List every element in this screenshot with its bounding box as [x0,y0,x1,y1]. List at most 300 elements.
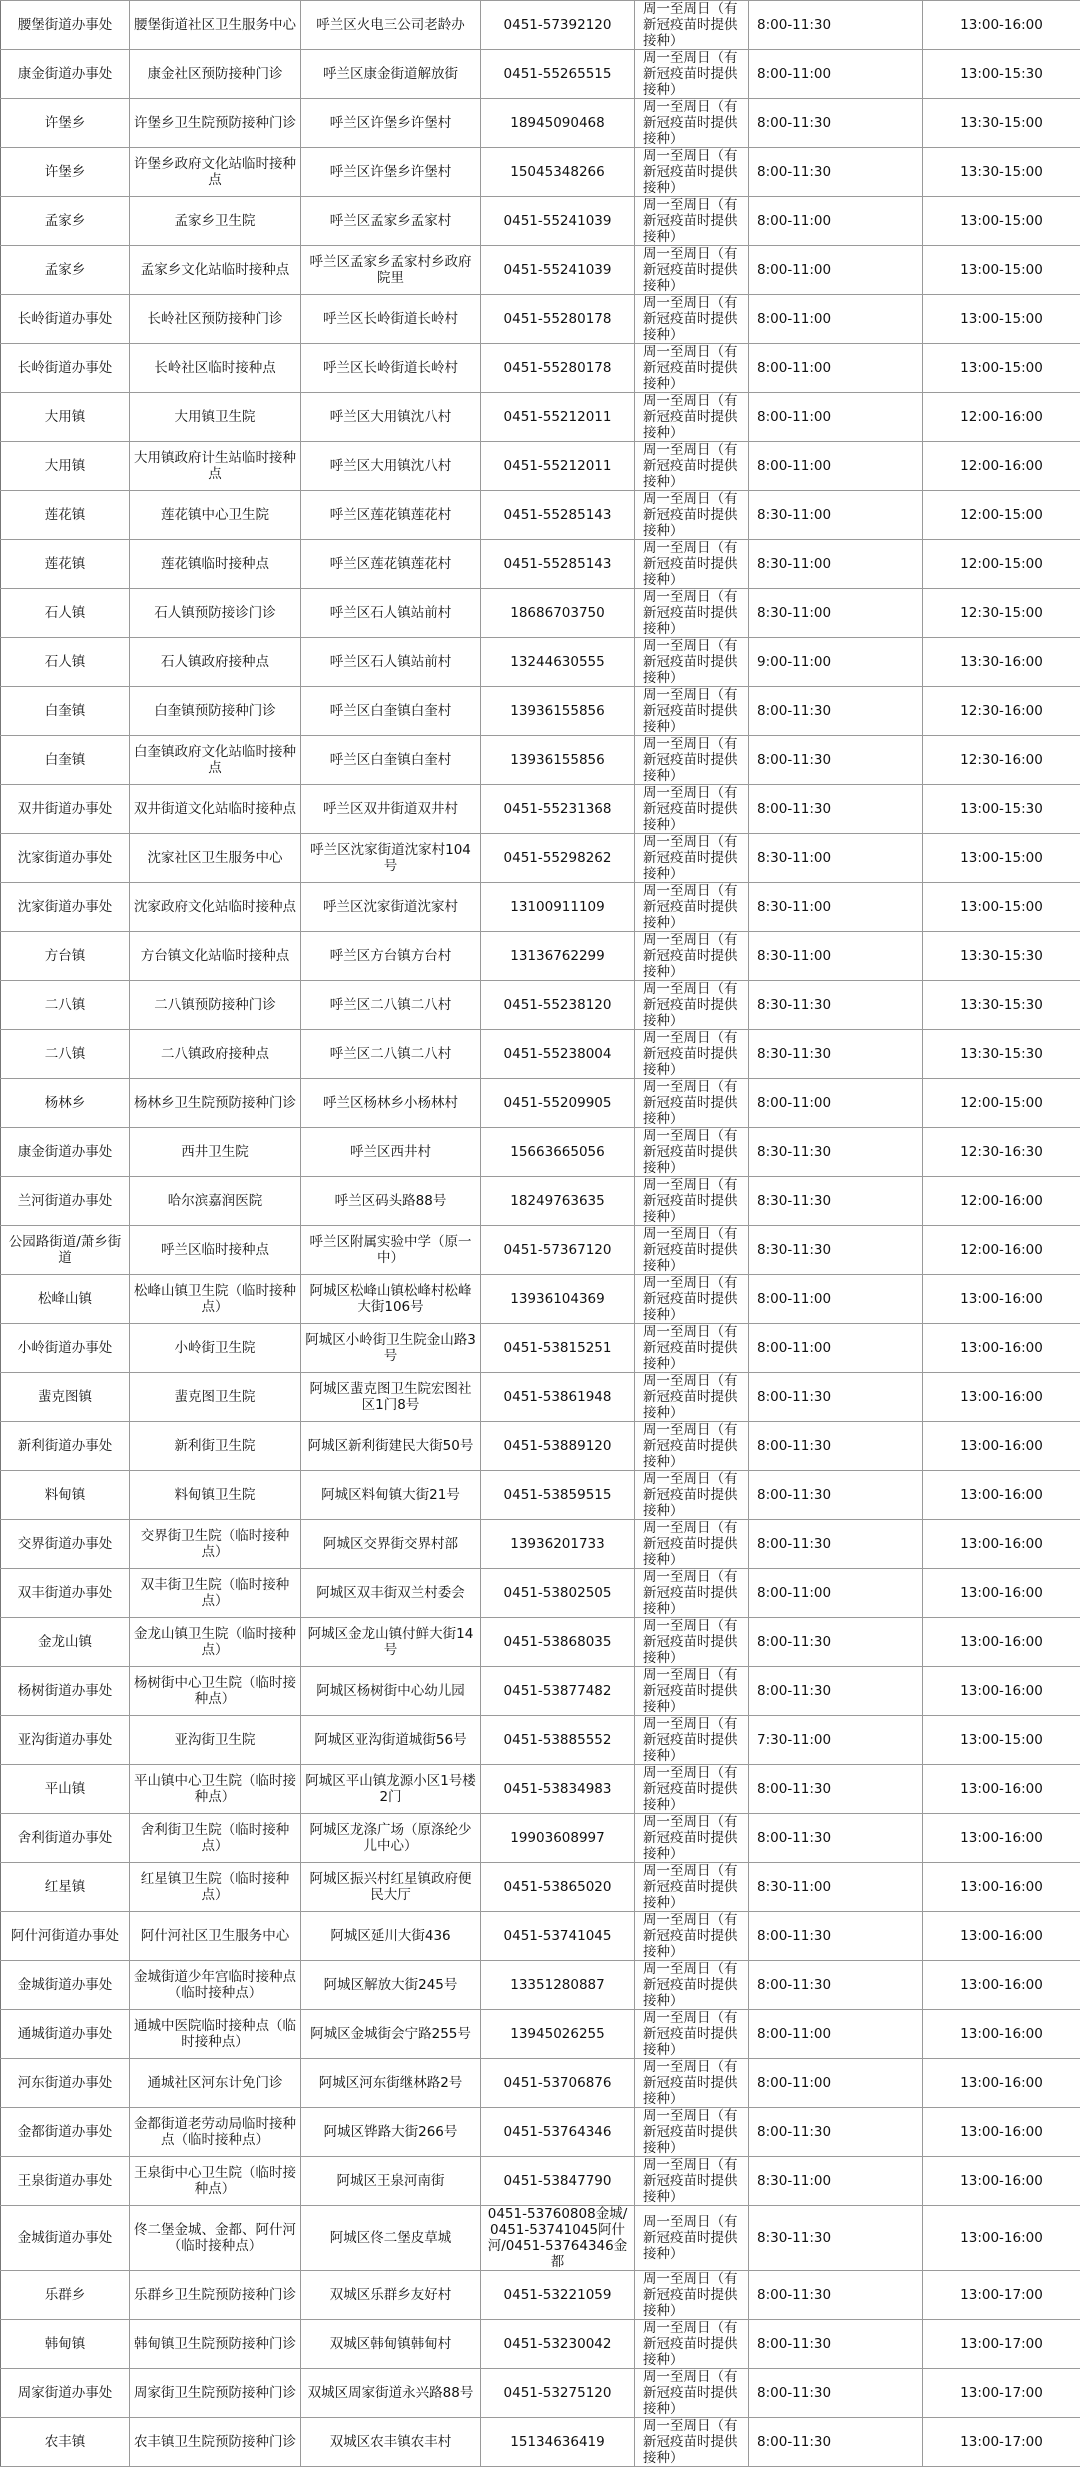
table-row [1,589,1080,638]
site-name-cell: 许堡乡卫生院预防接种门诊 [130,99,301,148]
table-row [1,1569,1080,1618]
district-cell: 许堡乡 [1,148,130,197]
district-cell: 石人镇 [1,589,130,638]
table-row [1,2108,1080,2157]
site-name-cell: 长岭社区预防接种门诊 [130,295,301,344]
service-days-cell: 周一至周日（有新冠疫苗时提供接种） [635,1226,749,1275]
district-cell: 白奎镇 [1,687,130,736]
morning-hours-cell: 8:00-11:30 [749,1520,923,1569]
site-name-cell: 金龙山镇卫生院（临时接种点） [130,1618,301,1667]
morning-hours-cell: 8:00-11:30 [749,2418,923,2467]
phone-cell: 15663665056 [481,1128,635,1177]
service-days-cell: 周一至周日（有新冠疫苗时提供接种） [635,1471,749,1520]
phone-cell: 0451-53889120 [481,1422,635,1471]
service-days-cell: 周一至周日（有新冠疫苗时提供接种） [635,1667,749,1716]
afternoon-hours-cell: 13:00-16:00 [923,1422,1080,1471]
afternoon-hours-cell: 13:00-15:00 [923,834,1080,883]
address-cell: 阿城区王泉河南街 [301,2157,481,2206]
district-cell: 乐群乡 [1,2271,130,2320]
address-cell: 呼兰区大用镇沈八村 [301,442,481,491]
site-name-cell: 哈尔滨嘉润医院 [130,1177,301,1226]
morning-hours-cell: 8:00-11:30 [749,1422,923,1471]
afternoon-hours-cell: 12:00-15:00 [923,491,1080,540]
phone-cell: 13936155856 [481,736,635,785]
service-days-cell: 周一至周日（有新冠疫苗时提供接种） [635,2157,749,2206]
table-row [1,883,1080,932]
site-name-cell: 舍利街卫生院（临时接种点） [130,1814,301,1863]
phone-cell: 0451-55285143 [481,540,635,589]
morning-hours-cell: 8:00-11:30 [749,1912,923,1961]
site-name-cell: 许堡乡政府文化站临时接种点 [130,148,301,197]
service-days-cell: 周一至周日（有新冠疫苗时提供接种） [635,2369,749,2418]
morning-hours-cell: 8:00-11:00 [749,1569,923,1618]
service-days-cell: 周一至周日（有新冠疫苗时提供接种） [635,1275,749,1324]
service-days-cell: 周一至周日（有新冠疫苗时提供接种） [635,2010,749,2059]
service-days-cell: 周一至周日（有新冠疫苗时提供接种） [635,2206,749,2271]
address-cell: 阿城区交界街交界村部 [301,1520,481,1569]
table-row [1,295,1080,344]
morning-hours-cell: 8:30-11:00 [749,1863,923,1912]
phone-cell: 0451-55241039 [481,246,635,295]
phone-cell: 0451-57367120 [481,1226,635,1275]
service-days-cell: 周一至周日（有新冠疫苗时提供接种） [635,1128,749,1177]
site-name-cell: 白奎镇政府文化站临时接种点 [130,736,301,785]
address-cell: 呼兰区石人镇站前村 [301,589,481,638]
afternoon-hours-cell: 12:00-16:00 [923,1226,1080,1275]
phone-cell: 0451-55280178 [481,295,635,344]
morning-hours-cell: 8:00-11:00 [749,1079,923,1128]
site-name-cell: 松峰山镇卫生院（临时接种点） [130,1275,301,1324]
site-name-cell: 莲花镇中心卫生院 [130,491,301,540]
morning-hours-cell: 8:00-11:00 [749,246,923,295]
district-cell: 康金街道办事处 [1,1128,130,1177]
morning-hours-cell: 8:30-11:00 [749,834,923,883]
site-name-cell: 阿什河社区卫生服务中心 [130,1912,301,1961]
site-name-cell: 新利街卫生院 [130,1422,301,1471]
site-name-cell: 孟家乡卫生院 [130,197,301,246]
morning-hours-cell: 8:30-11:00 [749,883,923,932]
service-days-cell: 周一至周日（有新冠疫苗时提供接种） [635,1422,749,1471]
service-days-cell: 周一至周日（有新冠疫苗时提供接种） [635,2418,749,2467]
service-days-cell: 周一至周日（有新冠疫苗时提供接种） [635,883,749,932]
table-row [1,50,1080,99]
address-cell: 阿城区小岭街卫生院金山路3号 [301,1324,481,1373]
table-row [1,1030,1080,1079]
address-cell: 呼兰区沈家街道沈家村104号 [301,834,481,883]
afternoon-hours-cell: 12:00-15:00 [923,1079,1080,1128]
phone-cell: 0451-55241039 [481,197,635,246]
address-cell: 双城区韩甸镇韩甸村 [301,2320,481,2369]
phone-cell: 19903608997 [481,1814,635,1863]
address-cell: 阿城区亚沟街道城街56号 [301,1716,481,1765]
site-name-cell: 金城街道少年宫临时接种点（临时接种点） [130,1961,301,2010]
address-cell: 阿城区松峰山镇松峰村松峰大街106号 [301,1275,481,1324]
morning-hours-cell: 8:30-11:30 [749,1030,923,1079]
afternoon-hours-cell: 13:00-15:30 [923,785,1080,834]
district-cell: 舍利街道办事处 [1,1814,130,1863]
morning-hours-cell: 8:00-11:00 [749,2010,923,2059]
district-cell: 交界街道办事处 [1,1520,130,1569]
district-cell: 大用镇 [1,393,130,442]
service-days-cell: 周一至周日（有新冠疫苗时提供接种） [635,1079,749,1128]
table-row [1,2320,1080,2369]
district-cell: 河东街道办事处 [1,2059,130,2108]
morning-hours-cell: 8:00-11:30 [749,1471,923,1520]
afternoon-hours-cell: 13:00-16:00 [923,1569,1080,1618]
address-cell: 呼兰区莲花镇莲花村 [301,491,481,540]
afternoon-hours-cell: 13:00-16:00 [923,2206,1080,2271]
afternoon-hours-cell: 12:30-16:00 [923,687,1080,736]
table-row [1,981,1080,1030]
table-row [1,2418,1080,2467]
afternoon-hours-cell: 13:00-16:00 [923,1520,1080,1569]
district-cell: 孟家乡 [1,246,130,295]
afternoon-hours-cell: 13:00-17:00 [923,2369,1080,2418]
phone-cell: 0451-57392120 [481,1,635,50]
phone-cell: 0451-55209905 [481,1079,635,1128]
afternoon-hours-cell: 13:30-16:00 [923,638,1080,687]
phone-cell: 15045348266 [481,148,635,197]
service-days-cell: 周一至周日（有新冠疫苗时提供接种） [635,2108,749,2157]
phone-cell: 13945026255 [481,2010,635,2059]
address-cell: 阿城区料甸镇大街21号 [301,1471,481,1520]
afternoon-hours-cell: 13:00-15:00 [923,246,1080,295]
address-cell: 阿城区金城街会宁路255号 [301,2010,481,2059]
site-name-cell: 孟家乡文化站临时接种点 [130,246,301,295]
afternoon-hours-cell: 13:00-15:00 [923,344,1080,393]
address-cell: 阿城区新利街建民大街50号 [301,1422,481,1471]
phone-cell: 18945090468 [481,99,635,148]
district-cell: 双丰街道办事处 [1,1569,130,1618]
phone-cell: 0451-55231368 [481,785,635,834]
afternoon-hours-cell: 13:00-16:00 [923,2157,1080,2206]
service-days-cell: 周一至周日（有新冠疫苗时提供接种） [635,344,749,393]
table-row [1,99,1080,148]
district-cell: 白奎镇 [1,736,130,785]
site-name-cell: 平山镇中心卫生院（临时接种点） [130,1765,301,1814]
district-cell: 二八镇 [1,1030,130,1079]
district-cell: 沈家街道办事处 [1,834,130,883]
afternoon-hours-cell: 13:00-16:00 [923,2108,1080,2157]
table-row [1,1471,1080,1520]
morning-hours-cell: 8:00-11:30 [749,1618,923,1667]
morning-hours-cell: 8:00-11:00 [749,1324,923,1373]
district-cell: 小岭街道办事处 [1,1324,130,1373]
afternoon-hours-cell: 13:00-16:00 [923,1324,1080,1373]
phone-cell: 0451-55238120 [481,981,635,1030]
phone-cell: 0451-53706876 [481,2059,635,2108]
service-days-cell: 周一至周日（有新冠疫苗时提供接种） [635,1520,749,1569]
phone-cell: 0451-53847790 [481,2157,635,2206]
site-name-cell: 王泉街中心卫生院（临时接种点） [130,2157,301,2206]
table-row [1,442,1080,491]
morning-hours-cell: 8:30-11:30 [749,2206,923,2271]
phone-cell: 0451-55212011 [481,393,635,442]
address-cell: 阿城区振兴村红星镇政府便民大厅 [301,1863,481,1912]
table-row [1,393,1080,442]
site-name-cell: 沈家政府文化站临时接种点 [130,883,301,932]
site-name-cell: 韩甸镇卫生院预防接种门诊 [130,2320,301,2369]
address-cell: 呼兰区二八镇二八村 [301,1030,481,1079]
morning-hours-cell: 8:00-11:00 [749,344,923,393]
address-cell: 呼兰区许堡乡许堡村 [301,148,481,197]
district-cell: 双井街道办事处 [1,785,130,834]
table-row [1,1422,1080,1471]
service-days-cell: 周一至周日（有新冠疫苗时提供接种） [635,932,749,981]
table-row [1,2369,1080,2418]
district-cell: 王泉街道办事处 [1,2157,130,2206]
morning-hours-cell: 8:30-11:30 [749,1128,923,1177]
morning-hours-cell: 8:30-11:00 [749,491,923,540]
table-row [1,638,1080,687]
afternoon-hours-cell: 12:30-16:30 [923,1128,1080,1177]
afternoon-hours-cell: 13:00-17:00 [923,2418,1080,2467]
service-days-cell: 周一至周日（有新冠疫苗时提供接种） [635,1373,749,1422]
morning-hours-cell: 8:00-11:00 [749,295,923,344]
address-cell: 呼兰区莲花镇莲花村 [301,540,481,589]
table-row [1,540,1080,589]
morning-hours-cell: 8:30-11:00 [749,540,923,589]
site-name-cell: 长岭社区临时接种点 [130,344,301,393]
phone-cell: 0451-53885552 [481,1716,635,1765]
service-days-cell: 周一至周日（有新冠疫苗时提供接种） [635,1716,749,1765]
district-cell: 兰河街道办事处 [1,1177,130,1226]
phone-cell: 0451-53859515 [481,1471,635,1520]
table-row [1,932,1080,981]
table-body [1,1,1080,2467]
site-name-cell: 石人镇预防接诊门诊 [130,589,301,638]
district-cell: 农丰镇 [1,2418,130,2467]
table-row [1,344,1080,393]
phone-cell: 0451-53275120 [481,2369,635,2418]
service-days-cell: 周一至周日（有新冠疫苗时提供接种） [635,1814,749,1863]
service-days-cell: 周一至周日（有新冠疫苗时提供接种） [635,1765,749,1814]
afternoon-hours-cell: 12:30-15:00 [923,589,1080,638]
afternoon-hours-cell: 13:00-16:00 [923,1961,1080,2010]
afternoon-hours-cell: 13:00-16:00 [923,1912,1080,1961]
site-name-cell: 佟二堡金城、金都、阿什河（临时接种点） [130,2206,301,2271]
site-name-cell: 农丰镇卫生院预防接种门诊 [130,2418,301,2467]
morning-hours-cell: 8:00-11:30 [749,2271,923,2320]
afternoon-hours-cell: 12:30-16:00 [923,736,1080,785]
address-cell: 阿城区杨树街中心幼儿园 [301,1667,481,1716]
morning-hours-cell: 9:00-11:00 [749,638,923,687]
table-row [1,148,1080,197]
morning-hours-cell: 8:00-11:30 [749,687,923,736]
district-cell: 周家街道办事处 [1,2369,130,2418]
district-cell: 金龙山镇 [1,1618,130,1667]
table-row [1,1,1080,50]
address-cell: 阿城区平山镇龙源小区1号楼2门 [301,1765,481,1814]
phone-cell: 0451-53877482 [481,1667,635,1716]
service-days-cell: 周一至周日（有新冠疫苗时提供接种） [635,99,749,148]
address-cell: 呼兰区码头路88号 [301,1177,481,1226]
address-cell: 呼兰区康金街道解放街 [301,50,481,99]
phone-cell: 0451-53230042 [481,2320,635,2369]
table-row [1,1765,1080,1814]
afternoon-hours-cell: 13:00-16:00 [923,1618,1080,1667]
address-cell: 呼兰区白奎镇白奎村 [301,736,481,785]
district-cell: 金城街道办事处 [1,1961,130,2010]
phone-cell: 13936155856 [481,687,635,736]
morning-hours-cell: 8:00-11:30 [749,736,923,785]
district-cell: 杨林乡 [1,1079,130,1128]
site-name-cell: 料甸镇卫生院 [130,1471,301,1520]
site-name-cell: 双井街道文化站临时接种点 [130,785,301,834]
address-cell: 呼兰区沈家街道沈家村 [301,883,481,932]
service-days-cell: 周一至周日（有新冠疫苗时提供接种） [635,1618,749,1667]
address-cell: 呼兰区双井街道双井村 [301,785,481,834]
service-days-cell: 周一至周日（有新冠疫苗时提供接种） [635,736,749,785]
phone-cell: 13936104369 [481,1275,635,1324]
morning-hours-cell: 8:00-11:00 [749,197,923,246]
table-row [1,1961,1080,2010]
site-name-cell: 腰堡街道社区卫生服务中心 [130,1,301,50]
afternoon-hours-cell: 13:00-16:00 [923,1863,1080,1912]
service-days-cell: 周一至周日（有新冠疫苗时提供接种） [635,491,749,540]
phone-cell: 13351280887 [481,1961,635,2010]
service-days-cell: 周一至周日（有新冠疫苗时提供接种） [635,2271,749,2320]
table-row [1,1373,1080,1422]
site-name-cell: 二八镇预防接种门诊 [130,981,301,1030]
service-days-cell: 周一至周日（有新冠疫苗时提供接种） [635,540,749,589]
address-cell: 阿城区蜚克图卫生院宏图社区1门8号 [301,1373,481,1422]
site-name-cell: 交界街卫生院（临时接种点） [130,1520,301,1569]
afternoon-hours-cell: 13:30-15:30 [923,981,1080,1030]
morning-hours-cell: 8:00-11:30 [749,1667,923,1716]
district-cell: 沈家街道办事处 [1,883,130,932]
afternoon-hours-cell: 13:00-16:00 [923,1471,1080,1520]
phone-cell: 0451-55265515 [481,50,635,99]
service-days-cell: 周一至周日（有新冠疫苗时提供接种） [635,442,749,491]
morning-hours-cell: 8:00-11:00 [749,1275,923,1324]
table-row [1,1912,1080,1961]
address-cell: 呼兰区石人镇站前村 [301,638,481,687]
district-cell: 通城街道办事处 [1,2010,130,2059]
site-name-cell: 西井卫生院 [130,1128,301,1177]
morning-hours-cell: 8:00-11:30 [749,1814,923,1863]
address-cell: 呼兰区长岭街道长岭村 [301,295,481,344]
afternoon-hours-cell: 12:00-15:00 [923,540,1080,589]
morning-hours-cell: 8:00-11:00 [749,50,923,99]
morning-hours-cell: 8:00-11:30 [749,785,923,834]
phone-cell: 13100911109 [481,883,635,932]
table-row [1,1275,1080,1324]
site-name-cell: 康金社区预防接种门诊 [130,50,301,99]
morning-hours-cell: 8:30-11:30 [749,981,923,1030]
phone-cell: 0451-55212011 [481,442,635,491]
table-row [1,785,1080,834]
district-cell: 杨树街道办事处 [1,1667,130,1716]
table-row [1,2206,1080,2271]
address-cell: 呼兰区白奎镇白奎村 [301,687,481,736]
afternoon-hours-cell: 12:00-16:00 [923,1177,1080,1226]
afternoon-hours-cell: 13:00-16:00 [923,1373,1080,1422]
site-name-cell: 通城社区河东计免门诊 [130,2059,301,2108]
phone-cell: 15134636419 [481,2418,635,2467]
district-cell: 腰堡街道办事处 [1,1,130,50]
address-cell: 阿城区解放大街245号 [301,1961,481,2010]
table-row [1,1324,1080,1373]
address-cell: 呼兰区许堡乡许堡村 [301,99,481,148]
morning-hours-cell: 8:00-11:30 [749,2108,923,2157]
site-name-cell: 沈家社区卫生服务中心 [130,834,301,883]
address-cell: 呼兰区二八镇二八村 [301,981,481,1030]
service-days-cell: 周一至周日（有新冠疫苗时提供接种） [635,148,749,197]
phone-cell: 0451-55238004 [481,1030,635,1079]
address-cell: 呼兰区孟家乡孟家村乡政府院里 [301,246,481,295]
morning-hours-cell: 8:00-11:00 [749,393,923,442]
site-name-cell: 呼兰区临时接种点 [130,1226,301,1275]
afternoon-hours-cell: 13:00-16:00 [923,1814,1080,1863]
district-cell: 韩甸镇 [1,2320,130,2369]
table-row [1,1128,1080,1177]
phone-cell: 0451-53802505 [481,1569,635,1618]
site-name-cell: 周家街卫生院预防接种门诊 [130,2369,301,2418]
table-row [1,1814,1080,1863]
service-days-cell: 周一至周日（有新冠疫苗时提供接种） [635,1324,749,1373]
district-cell: 长岭街道办事处 [1,295,130,344]
table-row [1,1667,1080,1716]
table-row [1,2157,1080,2206]
address-cell: 呼兰区杨林乡小杨林村 [301,1079,481,1128]
phone-cell: 0451-53741045 [481,1912,635,1961]
table-row [1,2059,1080,2108]
morning-hours-cell: 8:00-11:30 [749,1,923,50]
site-name-cell: 二八镇政府接种点 [130,1030,301,1079]
site-name-cell: 石人镇政府接种点 [130,638,301,687]
afternoon-hours-cell: 13:00-15:00 [923,295,1080,344]
address-cell: 呼兰区孟家乡孟家村 [301,197,481,246]
morning-hours-cell: 8:00-11:00 [749,442,923,491]
address-cell: 双城区周家街道永兴路88号 [301,2369,481,2418]
service-days-cell: 周一至周日（有新冠疫苗时提供接种） [635,1569,749,1618]
district-cell: 亚沟街道办事处 [1,1716,130,1765]
afternoon-hours-cell: 13:00-16:00 [923,2059,1080,2108]
service-days-cell: 周一至周日（有新冠疫苗时提供接种） [635,1912,749,1961]
district-cell: 红星镇 [1,1863,130,1912]
site-name-cell: 杨树街中心卫生院（临时接种点） [130,1667,301,1716]
site-name-cell: 小岭街卫生院 [130,1324,301,1373]
table-row [1,687,1080,736]
district-cell: 平山镇 [1,1765,130,1814]
afternoon-hours-cell: 13:30-15:00 [923,148,1080,197]
phone-cell: 13244630555 [481,638,635,687]
service-days-cell: 周一至周日（有新冠疫苗时提供接种） [635,1030,749,1079]
service-days-cell: 周一至周日（有新冠疫苗时提供接种） [635,2059,749,2108]
afternoon-hours-cell: 13:00-17:00 [923,2271,1080,2320]
site-name-cell: 金都街道老劳动局临时接种点（临时接种点） [130,2108,301,2157]
phone-cell: 0451-53834983 [481,1765,635,1814]
phone-cell: 0451-53221059 [481,2271,635,2320]
morning-hours-cell: 8:00-11:30 [749,1373,923,1422]
morning-hours-cell: 8:30-11:00 [749,2157,923,2206]
site-name-cell: 亚沟街卫生院 [130,1716,301,1765]
service-days-cell: 周一至周日（有新冠疫苗时提供接种） [635,981,749,1030]
table-row [1,1226,1080,1275]
service-days-cell: 周一至周日（有新冠疫苗时提供接种） [635,638,749,687]
phone-cell: 13936201733 [481,1520,635,1569]
service-days-cell: 周一至周日（有新冠疫苗时提供接种） [635,246,749,295]
phone-cell: 0451-53861948 [481,1373,635,1422]
address-cell: 呼兰区大用镇沈八村 [301,393,481,442]
morning-hours-cell: 8:30-11:30 [749,1177,923,1226]
district-cell: 蜚克图镇 [1,1373,130,1422]
site-name-cell: 杨林乡卫生院预防接种门诊 [130,1079,301,1128]
district-cell: 莲花镇 [1,540,130,589]
morning-hours-cell: 8:00-11:30 [749,99,923,148]
table-row [1,2271,1080,2320]
